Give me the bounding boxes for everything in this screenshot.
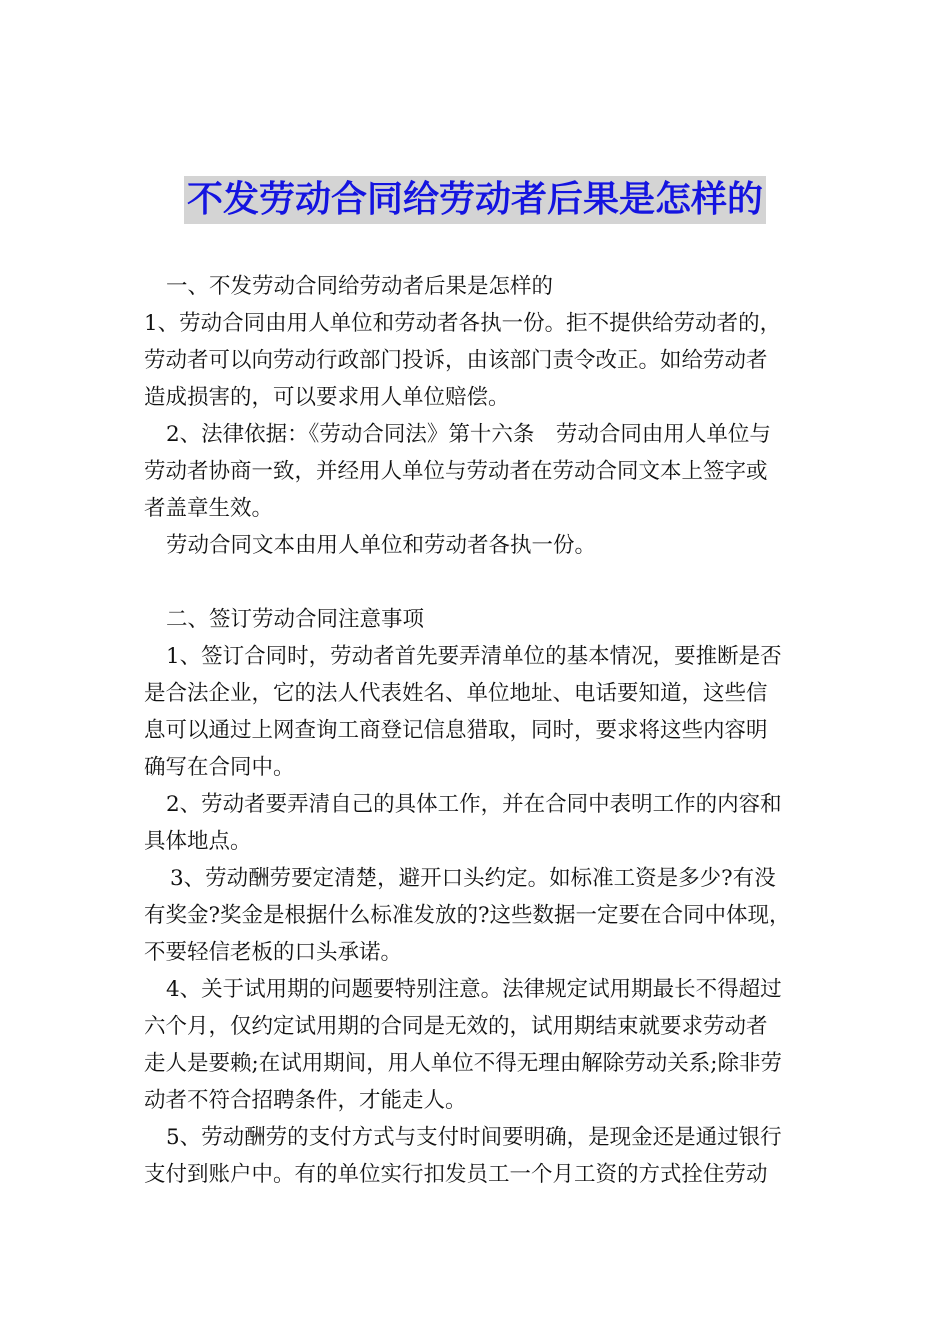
paragraph-line: 有奖金?奖金是根据什么标准发放的?这些数据一定要在合同中体现， xyxy=(144,903,791,928)
paragraph-line: 走人是要赖;在试用期间，用人单位不得无理由解除劳动关系;除非劳 xyxy=(144,1051,782,1076)
section-heading-1: 一、不发劳动合同给劳动者后果是怎样的 xyxy=(166,274,554,299)
paragraph-gap xyxy=(144,564,816,601)
paragraph-line: 是合法企业，它的法人代表姓名、单位地址、电话要知道，这些信 xyxy=(144,681,768,706)
paragraph-line: 息可以通过上网查询工商登记信息猎取，同时，要求将这些内容明 xyxy=(144,718,768,743)
paragraph-line: 4、关于试用期的问题要特别注意。法律规定试用期最长不得超过 xyxy=(166,977,782,1002)
paragraph-line: 六个月，仅约定试用期的合同是无效的，试用期结束就要求劳动者 xyxy=(144,1014,768,1039)
paragraph-line: 劳动者可以向劳动行政部门投诉，由该部门责令改正。如给劳动者 xyxy=(144,348,768,373)
paragraph-line: 3、劳动酬劳要定清楚，避开口头约定。如标准工资是多少?有没 xyxy=(170,866,776,891)
paragraph-line: 支付到账户中。有的单位实行扣发员工一个月工资的方式拴住劳动 xyxy=(144,1162,768,1187)
paragraph-line: 2、劳动者要弄清自己的具体工作，并在合同中表明工作的内容和 xyxy=(166,792,782,817)
paragraph-line: 1、签订合同时，劳动者首先要弄清单位的基本情况，要推断是否 xyxy=(166,644,782,669)
paragraph-line: 劳动者协商一致，并经用人单位与劳动者在劳动合同文本上签字或 xyxy=(144,459,768,484)
title-container xyxy=(0,176,950,224)
document-body xyxy=(144,268,816,1193)
paragraph-line: 1、劳动合同由用人单位和劳动者各执一份。拒不提供给劳动者的， xyxy=(144,311,782,336)
paragraph-line: 5、劳动酬劳的支付方式与支付时间要明确，是现金还是通过银行 xyxy=(166,1125,782,1150)
paragraph-line: 不要轻信老板的口头承诺。 xyxy=(144,940,403,965)
paragraph-line: 劳动合同文本由用人单位和劳动者各执一份。 xyxy=(166,533,597,558)
paragraph-line: 者盖章生效。 xyxy=(144,496,274,521)
paragraph-line: 动者不符合招聘条件，才能走人。 xyxy=(144,1088,467,1113)
paragraph-line: 2、法律依据：《劳动合同法》第十六条 劳动合同由用人单位与 xyxy=(166,422,771,447)
paragraph-line: 确写在合同中。 xyxy=(144,755,295,780)
paragraph-line: 具体地点。 xyxy=(144,829,252,854)
paragraph-line: 造成损害的，可以要求用人单位赔偿。 xyxy=(144,385,510,410)
section-heading-2: 二、签订劳动合同注意事项 xyxy=(166,607,425,632)
document-title: 不发劳动合同给劳动者后果是怎样的 xyxy=(184,176,766,224)
